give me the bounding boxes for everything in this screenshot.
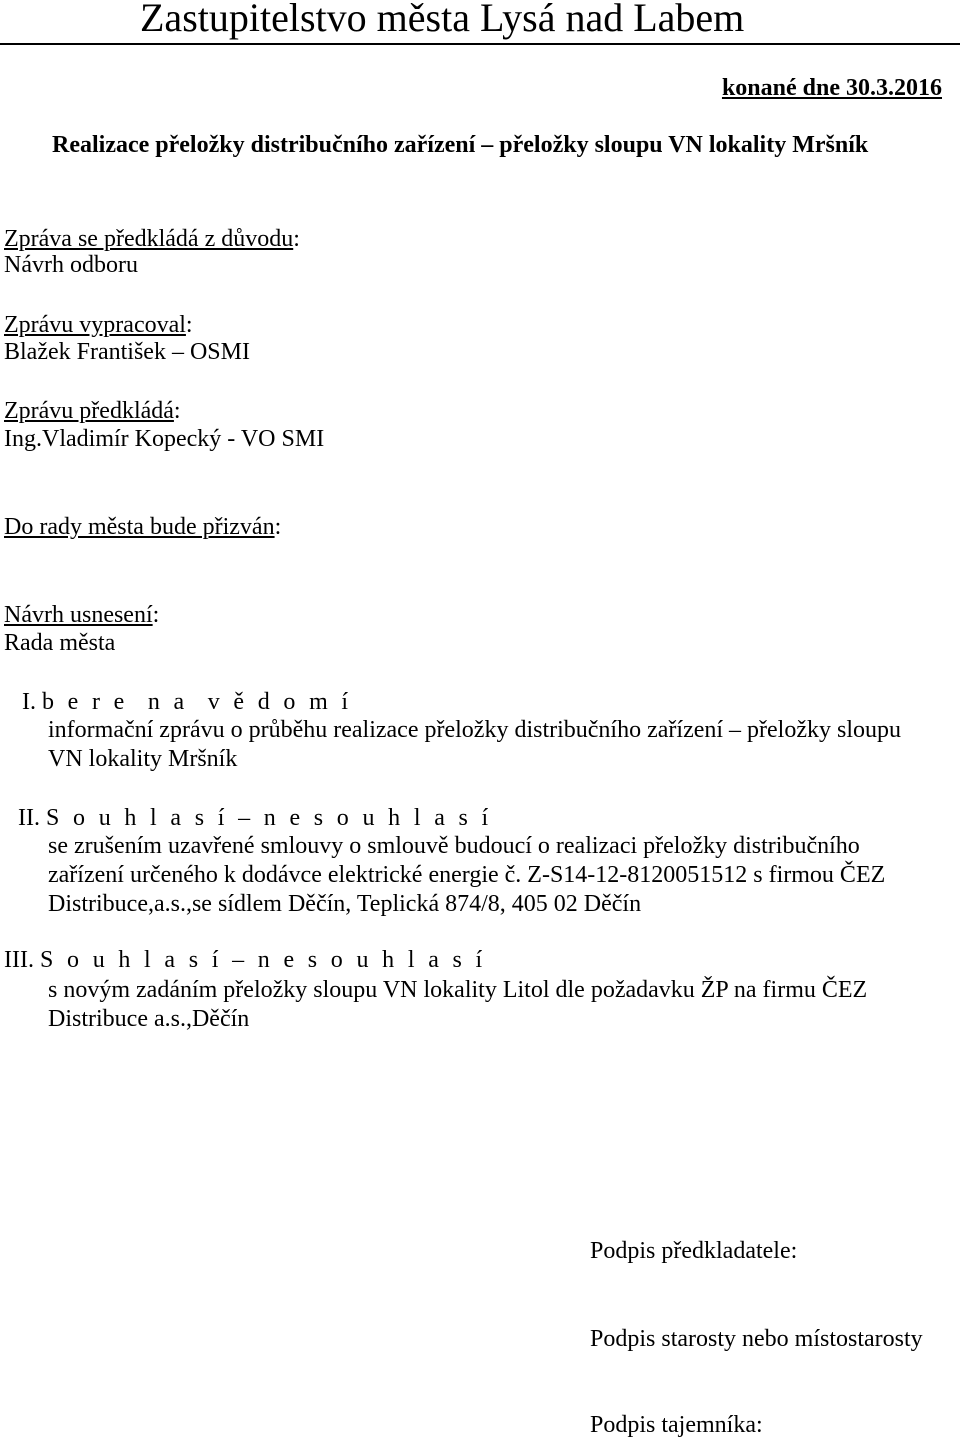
resolution-label-text: Návrh usnesení: [4, 602, 153, 628]
point-2-text: [48, 832, 948, 919]
point-1-verb: b e r e n a v ě d o m í: [42, 689, 352, 715]
point-2-verb: S o u h l a s í – n e s o u h l a s í: [45, 805, 493, 831]
reason-value: Návrh odboru: [4, 252, 138, 278]
point-2-line-1: se zrušením uzavřené smlouvy o smlouvě budoucí o realizaci přeložky distribučního: [48, 833, 860, 859]
reason-label-text: Zpráva se předkládá z důvodu: [4, 226, 294, 252]
point-2-line-2: zařízení určeného k dodávce elektrické energie č. Z-S14-12-8120051512 s firmou ČEZ: [48, 862, 886, 888]
point-1-line-1: informační zprávu o průběhu realizace přeložky distribučního zařízení – přeložky sloupu: [48, 717, 902, 743]
point-3-number: III.: [4, 947, 34, 973]
point-2-number: II.: [18, 805, 40, 831]
submitted-by-label-text: Zprávu předkládá: [4, 398, 174, 424]
document-title: Zastupitelstvo města Lysá nad Labem: [140, 0, 745, 40]
resolution-label-colon: :: [152, 602, 160, 628]
resolution-point-2: [18, 804, 492, 833]
resolution-value: Rada města: [4, 630, 116, 656]
point-2-line-3: Distribuce,a.s.,se sídlem Děčín, Teplická 874/8, 405 02 Děčín: [48, 891, 642, 917]
point-1-text: [48, 716, 948, 774]
invited-label-text: Do rady města bude přizván: [4, 514, 275, 540]
point-3-line-2: Distribuce a.s.,Děčín: [48, 1006, 250, 1032]
submitted-by-label-colon: :: [173, 398, 181, 424]
resolution-point-3: [4, 946, 486, 975]
reason-label-colon: :: [293, 226, 300, 252]
title-divider: [0, 43, 960, 45]
signature-submitter: Podpis předkladatele:: [590, 1238, 798, 1264]
resolution-point-1: [22, 688, 352, 717]
meeting-date: konané dne 30.3.2016: [721, 75, 942, 101]
prepared-by-label: [4, 310, 193, 340]
submitted-by-label: [4, 396, 181, 426]
point-3-verb: S o u h l a s í – n e s o u h l a s í: [39, 947, 487, 973]
invited-label-colon: :: [274, 514, 282, 540]
signature-mayor: Podpis starosty nebo místostarosty: [590, 1326, 923, 1352]
point-3-line-1: s novým zadáním přeložky sloupu VN lokality Litol dle požadavku ŽP na firmu ČEZ: [48, 977, 868, 1003]
submitted-by-value: Ing.Vladimír Kopecký - VO SMI: [4, 426, 325, 452]
document-subject: Realizace přeložky distribučního zařízení – přeložky sloupu VN lokality Mršník: [52, 132, 869, 158]
prepared-by-label-colon: :: [185, 312, 193, 338]
point-3-text: [48, 976, 948, 1034]
resolution-label: [4, 600, 159, 630]
point-1-line-2: VN lokality Mršník: [48, 746, 238, 772]
prepared-by-value: Blažek František – OSMI: [4, 339, 250, 365]
point-1-number: I.: [22, 689, 36, 715]
signature-secretary: Podpis tajemníka:: [590, 1412, 763, 1438]
prepared-by-label-text: Zprávu vypracoval: [4, 312, 186, 338]
invited-label: [4, 512, 281, 542]
